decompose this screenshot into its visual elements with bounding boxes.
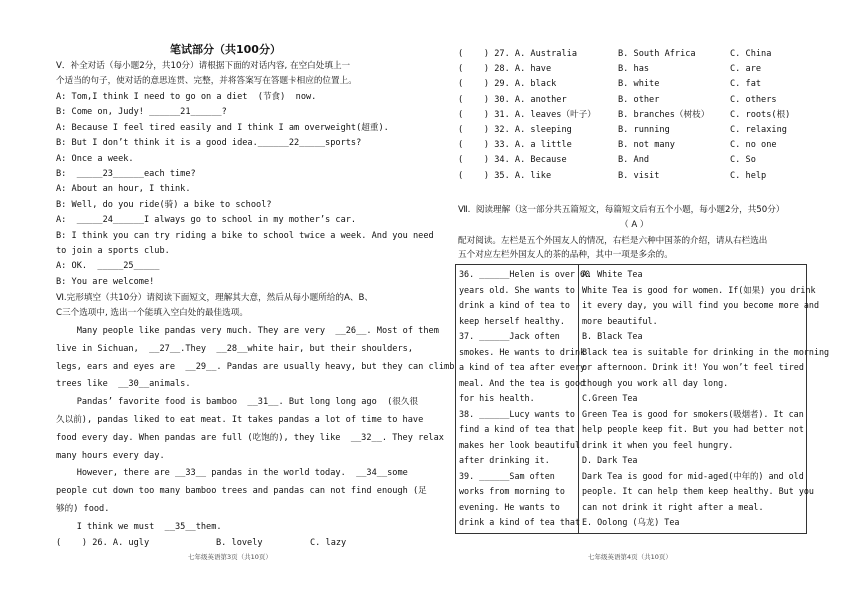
text-line: A: Tom,I think I need to go on a diet (节食) now.: [56, 92, 317, 102]
section-5-header-cont: 个适当的句子，使对话的意思连贯、完整，并将答案写在答题卡相应的位置上。: [56, 76, 357, 86]
text-line: A: _____24______I always go to school in my mother’s car.: [56, 215, 357, 226]
option-b: B. South Africa: [618, 49, 696, 59]
option-c: C. fat: [730, 79, 762, 90]
option-b: B. has: [618, 64, 650, 75]
people-column: [456, 265, 591, 534]
option-num: ( ) 31. A. leaves（叶子）: [458, 109, 596, 120]
cell-line: C.Green Tea: [582, 393, 638, 403]
option-b: B. white: [618, 79, 660, 90]
option-c: C. China: [730, 49, 772, 59]
option-c: C. others: [730, 94, 777, 105]
text-line: live in Sichuan, __27__.They __28__white hair, but their shoulders,: [56, 343, 413, 354]
cell-line: after drinking it.: [459, 455, 550, 465]
cell-line: Black tea is suitable for drinking in the morning: [582, 346, 830, 357]
cell-line: drink a kind of tea to: [459, 300, 570, 310]
option-c: C. So: [730, 155, 756, 166]
text-line: B: Come on, Judy! ______21______?: [56, 107, 227, 118]
option-b: B. visit: [618, 170, 660, 181]
cell-line: keep herself healthy.: [459, 315, 565, 326]
text-line: I think we must __35__them.: [56, 521, 222, 532]
cell-line: find a kind of tea that: [459, 424, 575, 434]
section-6-header-cont: C三个选项中, 选出一个能填入空白处的最佳选项。: [56, 308, 248, 318]
text-line: A: Because I feel tired easily and I think I am overweight(超重).: [56, 122, 389, 133]
text-line: 久以前), pandas liked to eat meat. It takes pandas a lot of time to have: [56, 415, 424, 425]
text-line: B: But I don’t think it is a good idea.______22_____sports?: [56, 138, 362, 149]
cell-line: or afternoon. Drink it! You won’t feel tired: [582, 362, 804, 372]
text-line: trees like __30__animals.: [56, 379, 191, 390]
cell-line: a kind of tea after every: [459, 362, 586, 372]
option-c: C. help: [730, 170, 767, 181]
cell-line: 38. ______Lucy wants to: [459, 408, 575, 419]
cell-line: 39. ______Sam often: [459, 470, 555, 481]
matching-instructions: 配对阅读。左栏是五个外国友人的情况，右栏是六种中国茶的介绍，请从右栏选出: [458, 236, 768, 246]
text-line: B: You are welcome!: [56, 276, 155, 287]
option-b: B. not many: [618, 140, 675, 151]
section-6-header: Ⅵ.完形填空（共10分）请阅读下面短文，理解其大意，然后从每小题所给的A、B、: [56, 293, 373, 303]
option-c: C. are: [730, 64, 762, 75]
cell-line: Green Tea is good for smokers(吸烟者). It can: [582, 408, 804, 419]
text-line: A: About an hour, I think.: [56, 184, 191, 195]
text-line: Many people like pandas very much. They are very __26__. Most of them: [56, 326, 439, 336]
cell-line: 36. ______Helen is over 60: [459, 269, 591, 279]
text-line: B: _____23______each time?: [56, 169, 196, 179]
cell-line: though you work all day long.: [582, 377, 729, 388]
option-b: B. And: [618, 155, 650, 166]
option-num: ( ) 27. A. Australia: [458, 49, 577, 59]
cell-line: can not drink it right after a meal.: [582, 501, 764, 512]
cell-line: meal. And the tea is good: [459, 377, 586, 388]
cell-line: A. White Tea: [582, 269, 643, 279]
text-line: people cut down too many bamboo trees and pandas can not find enough (足: [56, 486, 427, 497]
option-b: B. branches（树枝）: [618, 109, 710, 120]
option-c: C. no one: [730, 140, 777, 151]
option-num: ( ) 33. A. a little: [458, 140, 572, 151]
text-line: However, there are __33__ pandas in the world today. __34__some: [56, 468, 408, 479]
table-row: [456, 265, 807, 534]
cell-line: smokes. He wants to drink: [459, 346, 586, 357]
cell-line: B. Black Tea: [582, 331, 643, 341]
cell-line: it every day, you will find you become more and: [582, 300, 819, 310]
page-footer-right: 七年级英语第4页（共10页）: [588, 553, 672, 561]
exam-section-title: 笔试部分（共100分）: [170, 43, 281, 56]
section-7-header: Ⅶ. 阅读理解（这一部分共五篇短文，每篇短文后有五个小题，每小题2分，共50分）: [458, 205, 785, 215]
cell-line: evening. He wants to: [459, 501, 560, 512]
cell-line: for his health.: [459, 393, 535, 403]
question-26-stem: ( ) 26. A. ugly: [56, 538, 150, 548]
cell-line: more beautiful.: [582, 315, 658, 326]
cell-line: works from morning to: [459, 486, 565, 496]
cell-line: E. Oolong (乌龙) Tea: [582, 517, 680, 527]
page-footer-left: 七年级英语第3页（共10页）: [188, 553, 272, 561]
cell-line: Dark Tea is good for mid-aged(中年的) and old: [582, 470, 804, 481]
cell-line: 37. ______Jack often: [459, 331, 560, 341]
question-26-option-b: B. lovely: [216, 538, 263, 548]
matching-instructions-cont: 五个对应左栏外国友人的茶的品种，其中一项是多余的。: [458, 250, 673, 260]
text-line: food every day. When pandas are full (吃饱的), they like __32__. They relax: [56, 432, 444, 443]
option-num: ( ) 35. A. like: [458, 170, 552, 181]
option-num: ( ) 28. A. have: [458, 64, 552, 75]
text-line: 够的) food.: [56, 504, 110, 514]
option-num: ( ) 34. A. Because: [458, 155, 567, 166]
cell-line: White Tea is good for women. If(如果) you drink: [582, 284, 816, 295]
option-num: ( ) 30. A. another: [458, 94, 567, 105]
cell-line: years old. She wants to: [459, 284, 575, 295]
cell-line: makes her look beautiful: [459, 439, 581, 450]
cell-line: people. It can help them keep healthy. But you: [582, 486, 814, 496]
option-c: C. roots(根): [730, 109, 791, 120]
option-c: C. relaxing: [730, 125, 787, 135]
text-line: to join a sports club.: [56, 246, 170, 256]
tea-column: [579, 265, 830, 534]
section-5-header: V．补全对话（每小题2分，共10分）请根据下面的对话内容, 在空白处填上一: [56, 61, 351, 71]
option-b: B. other: [618, 94, 660, 105]
text-line: B: I think you can try riding a bike to school twice a week. And you need: [56, 230, 434, 241]
section-7-subheader: （ A ）: [620, 220, 649, 230]
text-line: A: Once a week.: [56, 153, 134, 164]
text-line: Pandas’ favorite food is bamboo __31__. But long long ago (很久很: [56, 397, 419, 408]
option-num: ( ) 29. A. black: [458, 79, 557, 90]
text-line: many hours every day.: [56, 450, 165, 461]
text-line: A: OK. _____25_____: [56, 261, 160, 272]
text-line: B: Well, do you ride(骑) a bike to school?: [56, 199, 272, 210]
cell-line: drink a kind of tea that: [459, 517, 581, 527]
text-line: legs, ears and eyes are __29__. Pandas are usually heavy, but they can climb: [56, 361, 455, 372]
matching-table: [455, 264, 830, 534]
cell-line: D. Dark Tea: [582, 455, 638, 465]
cell-line: drink it when you feel hungry.: [582, 439, 734, 450]
option-num: ( ) 32. A. sleeping: [458, 125, 572, 135]
cell-line: help people keep fit. But you had better not: [582, 424, 804, 434]
option-b: B. running: [618, 125, 670, 135]
question-26-option-c: C. lazy: [310, 538, 347, 548]
